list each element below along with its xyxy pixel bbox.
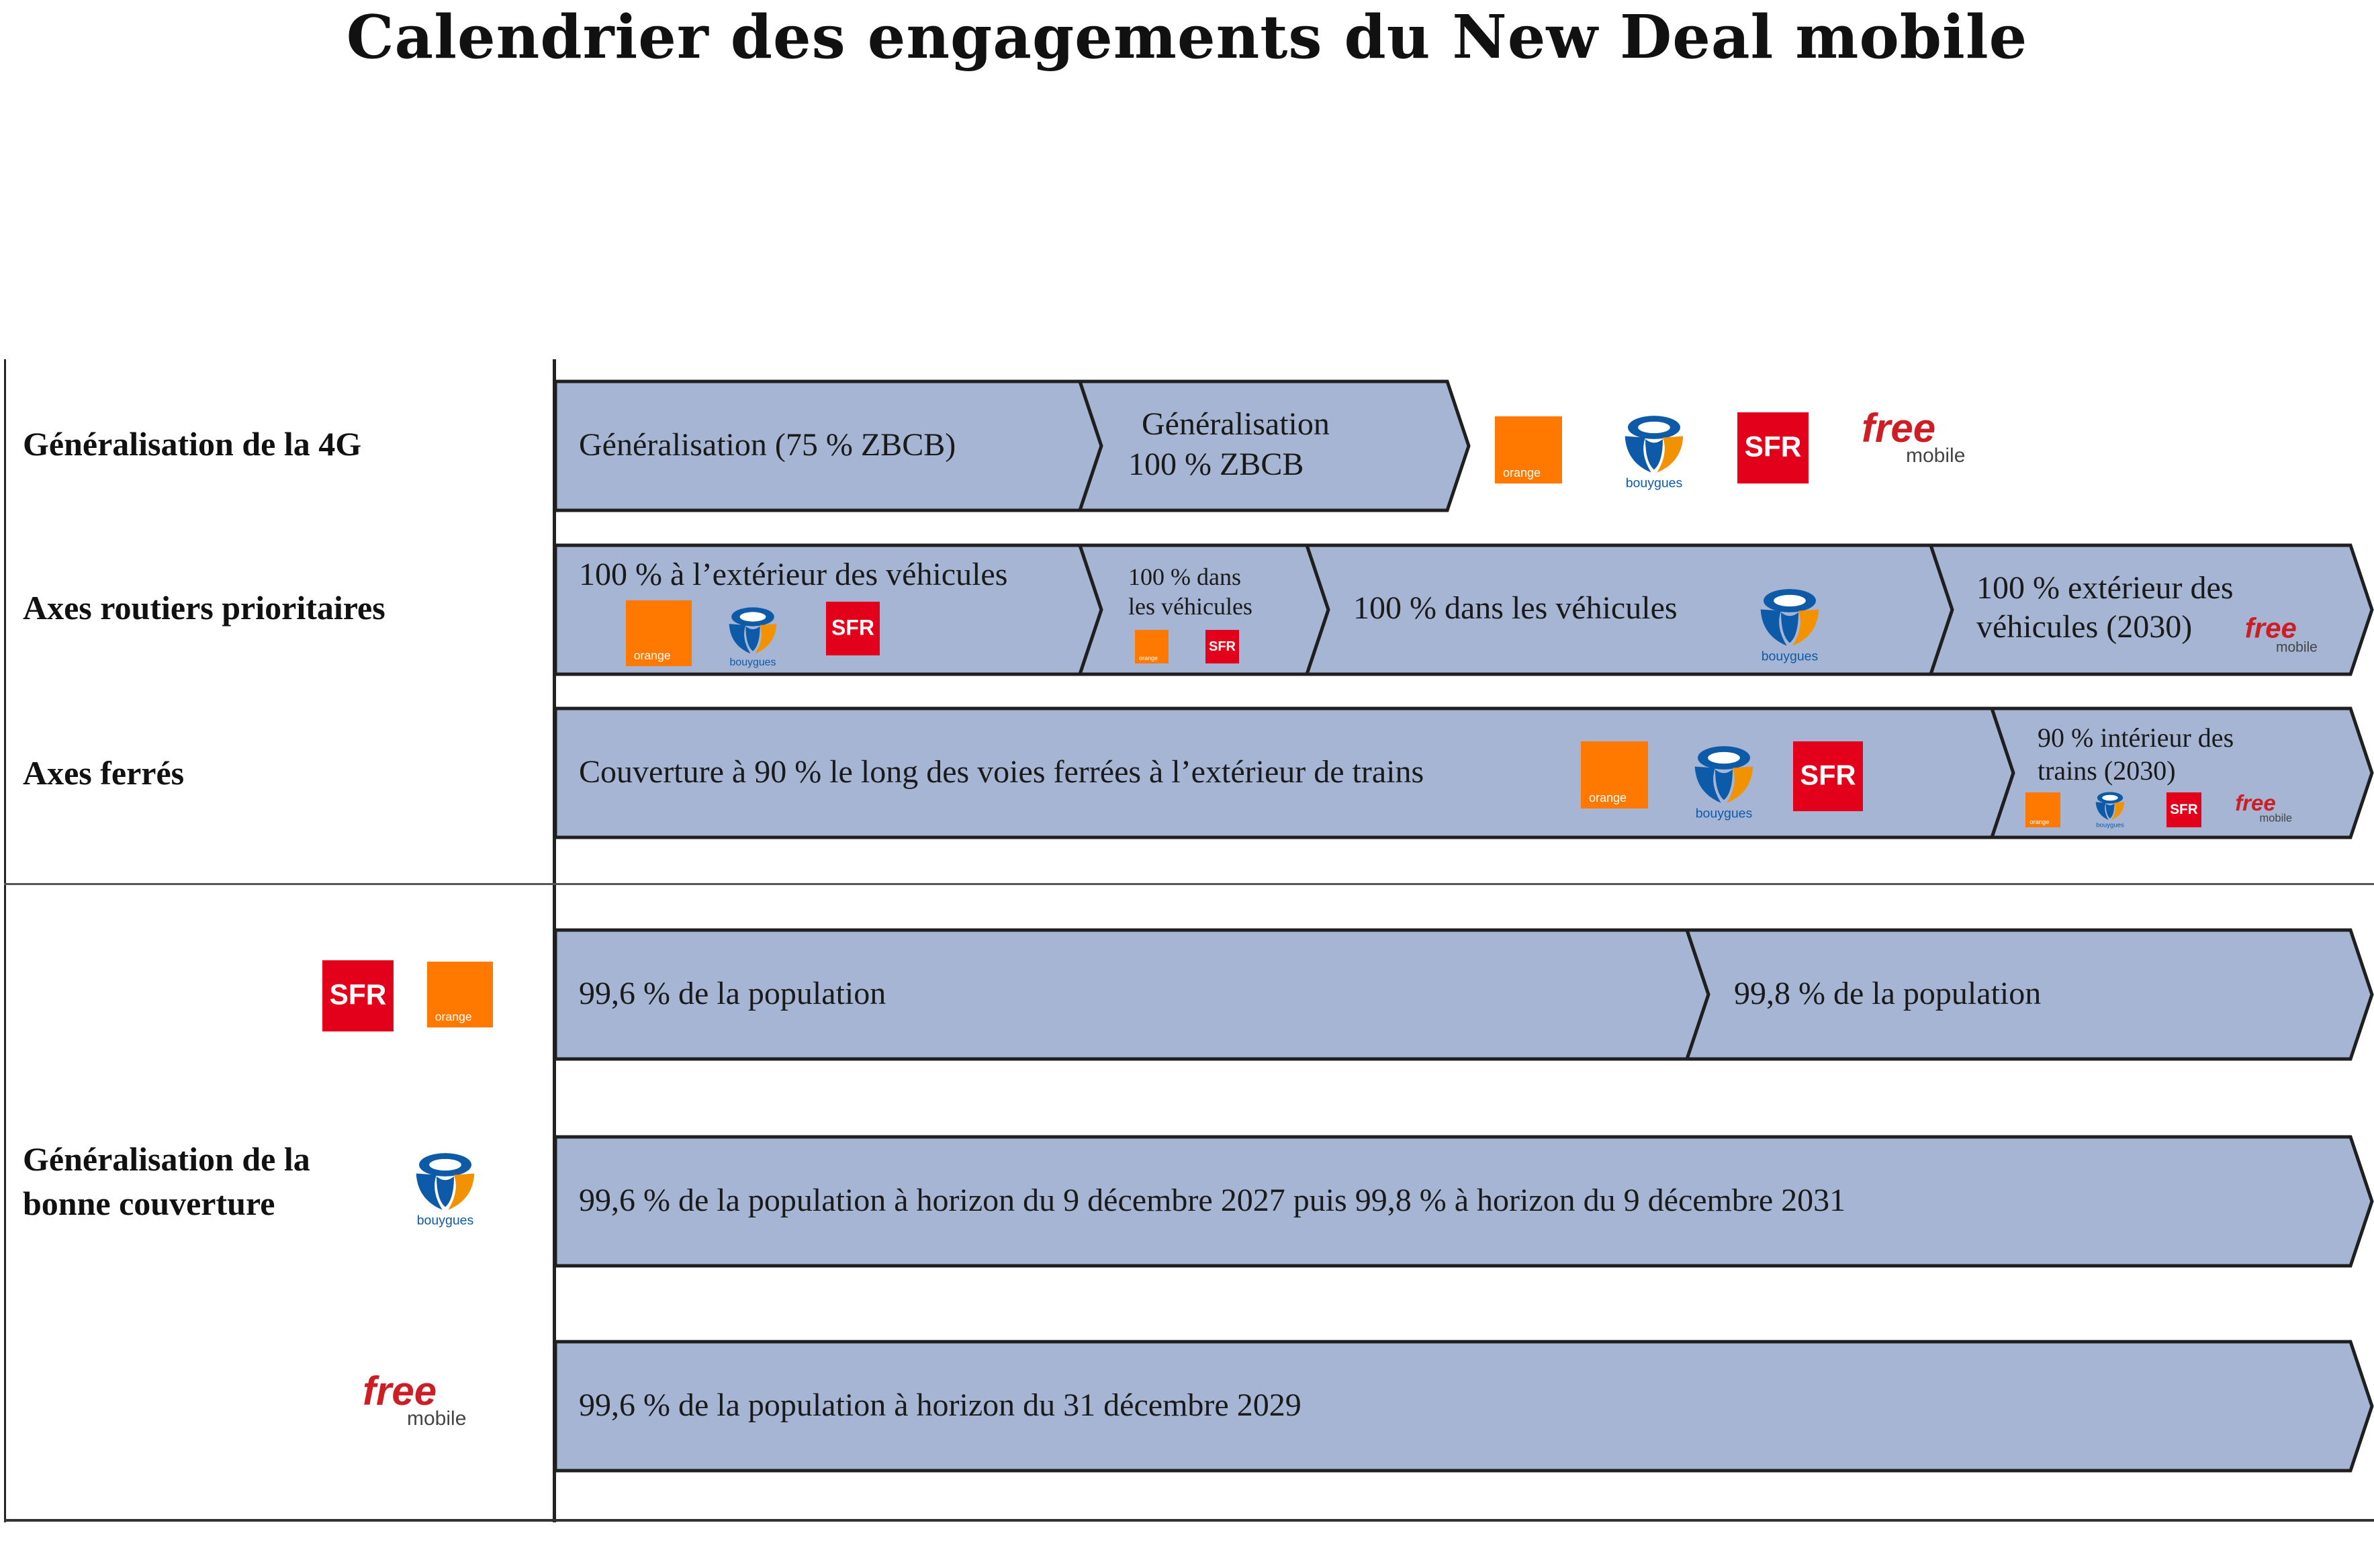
text-couv-b: 99,8 % de la population xyxy=(1734,976,2042,1011)
row-label-ferres: Axes ferrés xyxy=(23,754,185,792)
row-label-routes: Axes routiers prioritaires xyxy=(23,589,385,627)
orange-logo xyxy=(1495,416,1562,483)
bouygues-logo xyxy=(717,599,788,670)
text-ferres-a: Couverture à 90 % le long des voies ferrées à l’extérieur de trains xyxy=(579,754,1424,790)
text-4g-a: Généralisation (75 % ZBCB) xyxy=(579,427,956,463)
text-couv-d: 99,6 % de la population à horizon du 31 décembre 2029 xyxy=(579,1387,1302,1423)
text-4g-b1: Généralisation xyxy=(1142,406,1330,442)
text-couv-a: 99,6 % de la population xyxy=(579,976,886,1011)
text-routes-d1: 100 % extérieur des xyxy=(1976,570,2234,606)
sfr-logo xyxy=(1793,741,1863,811)
text-couv-c: 99,6 % de la population à horizon du 9 décembre 2027 puis 99,8 % à horizon du 9 décembre 2031 xyxy=(579,1183,1846,1218)
free-mobile-logo xyxy=(2234,788,2308,829)
text-routes-a: 100 % à l’extérieur des véhicules xyxy=(579,557,1008,592)
text-ferres-b1: 90 % intérieur des xyxy=(2038,723,2234,753)
text-routes-b1: 100 % dans xyxy=(1128,563,1241,590)
text-routes-c: 100 % dans les véhicules xyxy=(1353,590,1678,626)
sfr-logo xyxy=(1737,412,1809,483)
text-4g-b2: 100 % ZBCB xyxy=(1128,447,1304,482)
orange-logo xyxy=(626,600,692,666)
row-label-couverture-line1: Généralisation de la xyxy=(23,1140,310,1178)
sfr-logo xyxy=(826,602,880,655)
free-mobile-logo xyxy=(1859,408,1993,469)
orange-logo xyxy=(2025,792,2060,827)
bouygues-logo xyxy=(402,1143,489,1230)
text-ferres-b2: trains (2030) xyxy=(2038,755,2176,786)
orange-logo xyxy=(1135,630,1169,663)
orange-logo xyxy=(427,962,493,1027)
bouygues-logo xyxy=(1746,579,1833,666)
bouygues-logo xyxy=(1610,406,1698,493)
sfr-logo xyxy=(2166,792,2201,827)
row-label-couverture-line2: bonne couverture xyxy=(23,1185,275,1222)
sfr-logo xyxy=(322,960,394,1031)
text-routes-b2: les véhicules xyxy=(1128,593,1252,620)
bouygues-logo xyxy=(1680,736,1768,823)
page-title: Calendrier des engagements du New Deal mobile xyxy=(346,1,2028,72)
free-mobile-logo xyxy=(2243,611,2337,659)
sfr-logo xyxy=(1205,630,1239,663)
free-mobile-logo xyxy=(360,1371,494,1432)
bouygues-logo xyxy=(2089,787,2132,830)
text-routes-d2: véhicules (2030) xyxy=(1976,609,2193,645)
orange-logo xyxy=(1581,741,1648,809)
row-label-4g: Généralisation de la 4G xyxy=(23,425,362,463)
